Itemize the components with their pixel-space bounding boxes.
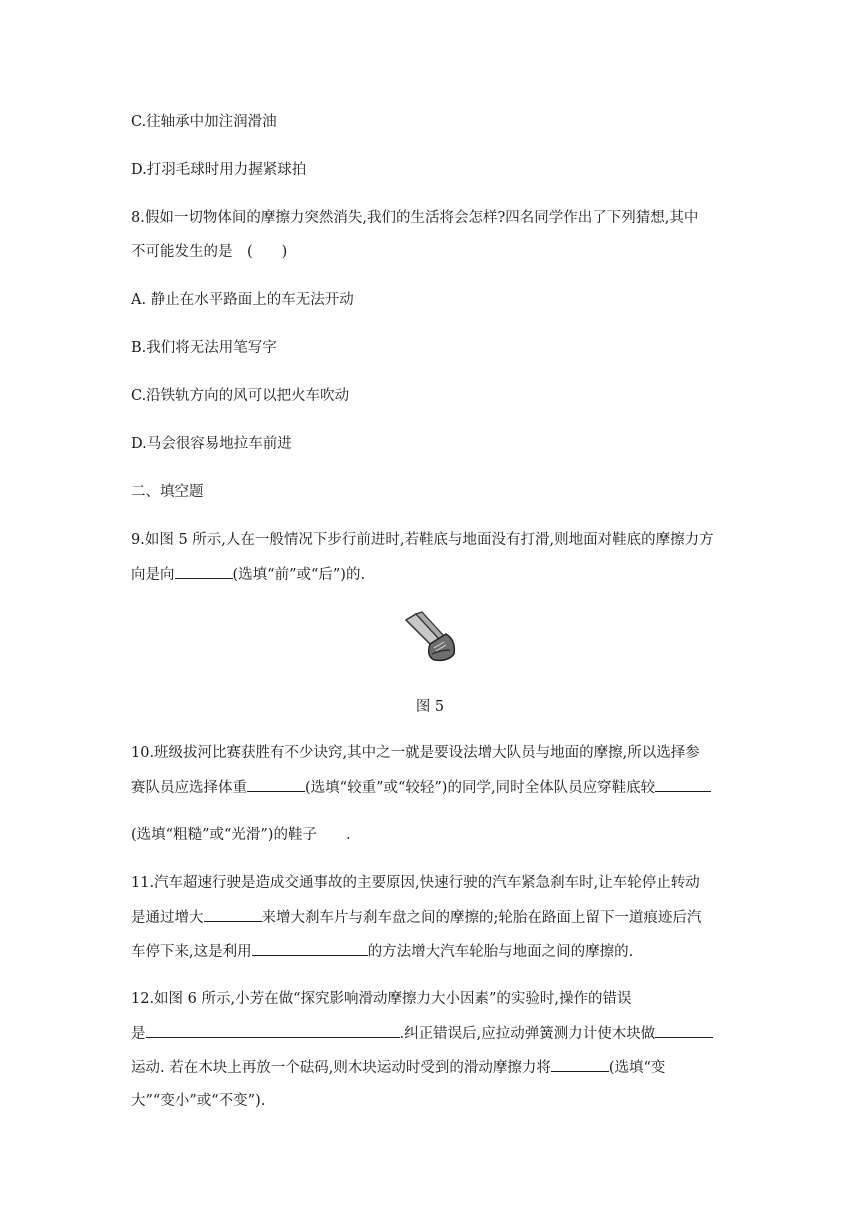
q12-line1: 12.如图 6 所示,小芳在做“探究影响滑动摩擦力大小因素”的实验时,操作的错误	[131, 991, 632, 1007]
q11-text-a: 是通过增大	[131, 910, 204, 926]
q11-text-c: 车停下来,这是利用	[131, 944, 252, 960]
q11-line1: 11.汽车超速行驶是造成交通事故的主要原因,快速行驶的汽车紧急刹车时,让车轮停止转动	[131, 875, 700, 891]
q10-line1: 10.班级拔河比赛获胜有不少诀窍,其中之一就是要设法增大队员与地面的摩擦,所以选择参	[131, 745, 700, 761]
q10-text-a: 赛队员应选择体重	[131, 780, 247, 796]
q11-text-d: 的方法增大汽车轮胎与地面之间的摩擦的.	[367, 944, 634, 960]
q8-option-a: A. 静止在水平路面上的车无法开动	[131, 292, 354, 308]
q10-blank-2[interactable]	[655, 777, 711, 792]
q12-text-a: 是	[131, 1026, 146, 1042]
q8-option-c: C.沿铁轨方向的风可以把火车吹动	[131, 388, 350, 404]
q12-text-c: 运动. 若在木块上再放一个砝码,则木块运动时受到的滑动摩擦力将	[131, 1060, 551, 1076]
q12-line4: 大”“变小”或“不变”).	[131, 1093, 266, 1109]
q11-blank-2[interactable]	[252, 941, 368, 956]
figure-5-caption: 图 5	[415, 699, 445, 715]
q9-text-a: 向是向	[131, 567, 175, 583]
q12-text-b: .纠正错误后,应拉动弹簧测力计使木块做	[399, 1026, 656, 1042]
q8-stem-line2: 不可能发生的是 ( )	[131, 244, 288, 260]
q12-blank-2[interactable]	[655, 1023, 713, 1038]
q11-blank-1[interactable]	[204, 907, 262, 922]
q12-line2	[131, 1023, 713, 1044]
q8-stem-line1: 8.假如一切物体间的摩擦力突然消失,我们的生活将会怎样?四名同学作出了下列猜想,其中	[131, 210, 699, 226]
q10-blank-1[interactable]	[247, 777, 305, 792]
q12-line3	[131, 1057, 665, 1078]
q10-text-b: (选填“较重”或“较轻”)的同学,同时全体队员应穿鞋底较	[305, 780, 656, 796]
q8-option-d: D.马会很容易地拉车前进	[131, 436, 292, 452]
q10-line3: (选填“粗糙”或“光滑”)的鞋子 .	[131, 827, 351, 843]
q7-option-c: C.往轴承中加注润滑油	[131, 114, 277, 130]
section-heading: 二、填空题	[131, 484, 204, 500]
q9-line1: 9.如图 5 所示,人在一般情况下步行前进时,若鞋底与地面没有打滑,则地面对鞋底的摩擦力方	[131, 532, 714, 548]
q9-line2	[131, 564, 365, 585]
q11-line2	[131, 907, 701, 928]
q7-option-d: D.打羽毛球时用力握紧球拍	[131, 162, 307, 178]
q9-blank[interactable]	[175, 564, 233, 579]
q12-blank-3[interactable]	[551, 1057, 609, 1072]
q10-line2	[131, 777, 711, 798]
q9-text-b: (选填“前”或“后”)的.	[232, 567, 366, 583]
q12-text-d: (选填“变	[608, 1060, 666, 1076]
q8-option-b: B.我们将无法用笔写字	[131, 340, 277, 356]
q11-line3	[131, 941, 633, 962]
shoe-figure	[400, 610, 464, 668]
q12-blank-1[interactable]	[146, 1023, 400, 1038]
q11-text-b: 来增大刹车片与刹车盘之间的摩擦的;轮胎在路面上留下一道痕迹后汽	[261, 910, 702, 926]
